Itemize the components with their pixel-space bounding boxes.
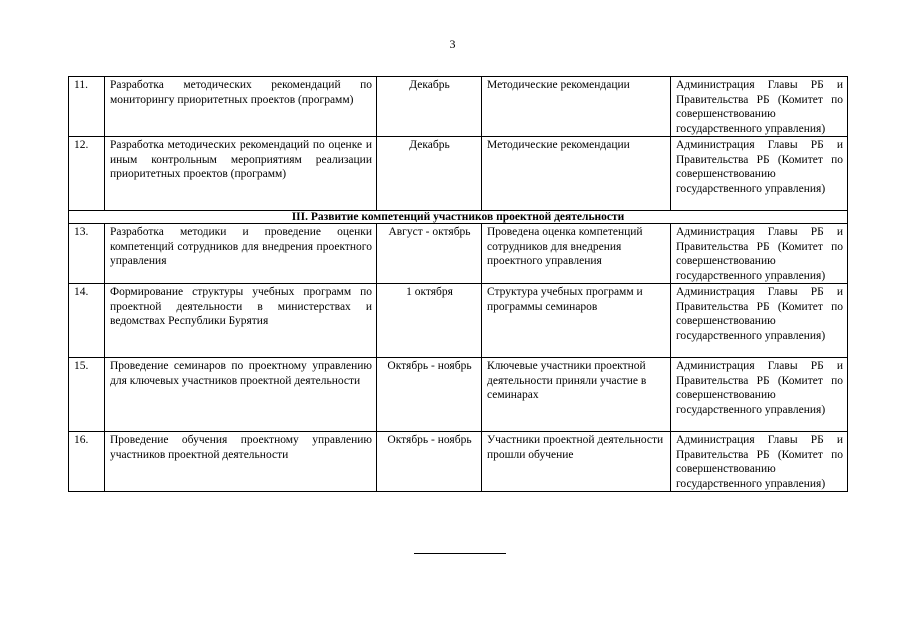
responsible-party: Администрация Главы РБ и Правительства РБ (Комитет по совершенствованию государственного управления) — [671, 432, 848, 492]
table-row — [69, 224, 848, 284]
activity-name: Проведение семинаров по проектному управлению для ключевых участников проектной деятельности — [105, 358, 377, 432]
deadline: Декабрь — [377, 77, 482, 137]
table-row — [69, 77, 848, 137]
row-number: 16. — [69, 432, 105, 492]
row-number: 11. — [69, 77, 105, 137]
row-number: 12. — [69, 137, 105, 211]
responsible-party: Администрация Главы РБ и Правительства РБ (Комитет по совершенствованию государственного управления) — [671, 284, 848, 358]
deadline: Декабрь — [377, 137, 482, 211]
row-number: 14. — [69, 284, 105, 358]
action-plan-table — [68, 76, 848, 492]
responsible-party: Администрация Главы РБ и Правительства РБ (Комитет по совершенствованию государственного управления) — [671, 224, 848, 284]
table-row — [69, 358, 848, 432]
section-header-row — [69, 211, 848, 224]
responsible-party: Администрация Главы РБ и Правительства РБ (Комитет по совершенствованию государственного управления) — [671, 137, 848, 211]
deadline: Октябрь - ноябрь — [377, 358, 482, 432]
deadline: Октябрь - ноябрь — [377, 432, 482, 492]
expected-result: Ключевые участники проектной деятельности приняли участие в семинарах — [482, 358, 671, 432]
row-number: 15. — [69, 358, 105, 432]
activity-name: Формирование структуры учебных программ по проектной деятельности в министерствах и ведомствах Республики Бурятия — [105, 284, 377, 358]
row-number: 13. — [69, 224, 105, 284]
page-number: 3 — [449, 37, 456, 51]
deadline: Август - октябрь — [377, 224, 482, 284]
table-row — [69, 284, 848, 358]
responsible-party: Администрация Главы РБ и Правительства РБ (Комитет по совершенствованию государственного управления) — [671, 358, 848, 432]
activity-name: Разработка методических рекомендаций по мониторингу приоритетных проектов (программ) — [105, 77, 377, 137]
responsible-party: Администрация Главы РБ и Правительства РБ (Комитет по совершенствованию государственного управления) — [671, 77, 848, 137]
activity-name: Проведение обучения проектному управлению участников проектной деятельности — [105, 432, 377, 492]
end-divider-line — [414, 553, 506, 554]
deadline: 1 октября — [377, 284, 482, 358]
section-title: III. Развитие компетенций участников проектной деятельности — [69, 211, 848, 224]
activity-name: Разработка методики и проведение оценки компетенций сотрудников для внедрения проектного управления — [105, 224, 377, 284]
expected-result: Проведена оценка компетенций сотрудников для внедрения проектного управления — [482, 224, 671, 284]
expected-result: Участники проектной деятельности прошли обучение — [482, 432, 671, 492]
expected-result: Структура учебных программ и программы семинаров — [482, 284, 671, 358]
expected-result: Методические рекомендации — [482, 77, 671, 137]
activity-name: Разработка методических рекомендаций по оценке и иным контрольным мероприятиям реализации приоритетных проектов (программ) — [105, 137, 377, 211]
table-row — [69, 137, 848, 211]
expected-result: Методические рекомендации — [482, 137, 671, 211]
table-row — [69, 432, 848, 492]
